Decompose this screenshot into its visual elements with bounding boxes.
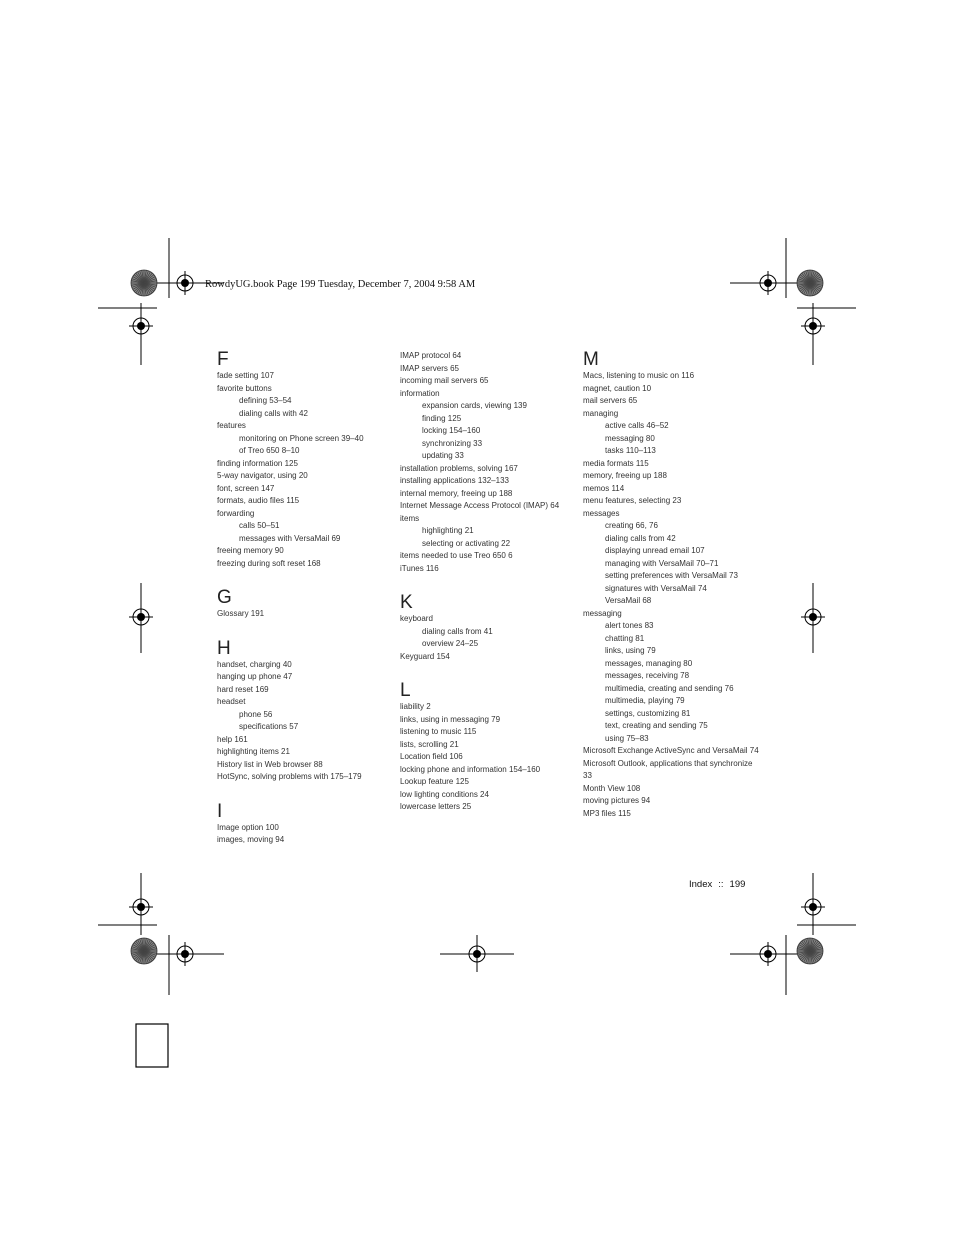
index-subentry: messaging 80 — [605, 433, 655, 443]
index-subentry: dialing calls with 42 — [239, 408, 308, 418]
index-subentry: setting preferences with VersaMail 73 — [605, 571, 738, 580]
index-entry: mail servers 65 — [583, 396, 638, 405]
color-rosette — [131, 270, 157, 296]
index-column-3 — [583, 350, 763, 820]
index-subentry: locking 154–160 — [422, 426, 481, 435]
color-rosette — [131, 938, 157, 964]
index-subentry: messages, managing 80 — [605, 658, 693, 668]
index-entry: installation problems, solving 167 — [400, 463, 518, 473]
index-subentry: signatures with VersaMail 74 — [605, 583, 707, 593]
index-subentry: finding 125 — [422, 413, 462, 423]
index-subentry: creating 66, 76 — [605, 521, 658, 530]
index-subentry: expansion cards, viewing 139 — [422, 401, 527, 410]
index-entry: IMAP protocol 64 — [400, 351, 462, 360]
index-entry: History list in Web browser 88 — [217, 759, 323, 769]
index-subentry: VersaMail 68 — [605, 596, 652, 605]
registration-target — [173, 271, 197, 295]
index-letter-heading: I — [217, 800, 223, 822]
index-column-2 — [400, 350, 580, 814]
registration-target — [465, 942, 489, 966]
index-entry: Keyguard 154 — [400, 651, 450, 661]
index-subentry: multimedia, playing 79 — [605, 696, 685, 705]
index-entry: freeing memory 90 — [217, 546, 284, 555]
index-subentry: highlighting 21 — [422, 526, 474, 535]
index-subentry: chatting 81 — [605, 633, 645, 643]
index-entry: memory, freeing up 188 — [583, 471, 667, 480]
index-entry: memos 114 — [583, 483, 625, 493]
registration-target — [756, 271, 780, 295]
index-entry: fade setting 107 — [217, 371, 274, 380]
index-subentry: active calls 46–52 — [605, 421, 669, 430]
index-entry: listening to music 115 — [400, 727, 477, 736]
index-subentry: overview 24–25 — [422, 639, 479, 648]
index-entry: font, screen 147 — [217, 483, 275, 493]
index-entry: Glossary 191 — [217, 609, 265, 618]
registration-target — [801, 605, 825, 629]
index-letter-heading: F — [217, 349, 229, 370]
index-column-1 — [217, 350, 397, 847]
index-entry: lowercase letters 25 — [400, 802, 472, 811]
index-entry: handset, charging 40 — [217, 659, 292, 669]
index-entry: IMAP servers 65 — [400, 363, 459, 373]
index-entry: formats, audio files 115 — [217, 496, 300, 505]
index-entry: highlighting items 21 — [217, 747, 290, 756]
index-entry: headset — [217, 697, 246, 706]
index-entry: managing — [583, 408, 619, 418]
index-entry: iTunes 116 — [400, 563, 439, 573]
index-entry: hard reset 169 — [217, 684, 269, 694]
index-subentry: text, creating and sending 75 — [605, 721, 708, 730]
index-entry: liability 2 — [400, 702, 431, 711]
index-letter-heading: M — [583, 349, 599, 370]
index-subentry: dialing calls from 42 — [605, 533, 676, 543]
index-entry: messaging — [583, 608, 622, 618]
index-entry: messages — [583, 508, 620, 518]
index-entry: Microsoft Outlook, applications that synchronize 33 — [583, 758, 753, 780]
index-entry: incoming mail servers 65 — [400, 376, 489, 385]
page-number: 199 — [729, 879, 746, 890]
index-entry: forwarding — [217, 508, 255, 518]
index-entry: 5-way navigator, using 20 — [217, 471, 308, 480]
index-entry: lists, scrolling 21 — [400, 739, 459, 749]
color-rosette — [797, 270, 823, 296]
registration-target — [129, 895, 153, 919]
index-entry: Macs, listening to music on 116 — [583, 371, 695, 380]
index-subentry: alert tones 83 — [605, 621, 654, 630]
index-entry: items needed to use Treo 650 6 — [400, 551, 513, 560]
index-entry: Lookup feature 125 — [400, 777, 469, 786]
index-entry: links, using in messaging 79 — [400, 714, 501, 724]
registration-target — [129, 314, 153, 338]
index-subentry: selecting or activating 22 — [422, 538, 511, 548]
running-header: RowdyUG.book Page 199 Tuesday, December 7, 2004 9:58 AM — [205, 279, 476, 290]
index-entry: freezing during soft reset 168 — [217, 558, 321, 568]
index-entry: installing applications 132–133 — [400, 476, 509, 485]
index-subentry: defining 53–54 — [239, 396, 292, 405]
index-subentry: phone 56 — [239, 709, 273, 719]
index-letter-heading: L — [400, 680, 411, 701]
footer-section-label: Index — [689, 879, 713, 890]
index-entry: MP3 files 115 — [583, 808, 631, 818]
index-letter-heading: K — [400, 592, 413, 613]
index-entry: magnet, caution 10 — [583, 383, 652, 393]
index-entry: features — [217, 421, 246, 430]
color-rosette — [797, 938, 823, 964]
index-entry: Location field 106 — [400, 752, 463, 761]
index-subentry: messages, receiving 78 — [605, 671, 690, 680]
index-subentry: messages with VersaMail 69 — [239, 533, 341, 543]
index-subentry: dialing calls from 41 — [422, 626, 493, 636]
index-subentry: synchronizing 33 — [422, 438, 483, 448]
index-subentry: displaying unread email 107 — [605, 546, 705, 555]
footer-separator: :: — [718, 879, 724, 890]
index-entry: help 161 — [217, 734, 248, 744]
index-entry: favorite buttons — [217, 383, 272, 393]
index-entry: locking phone and information 154–160 — [400, 764, 541, 774]
index-entry: moving pictures 94 — [583, 796, 651, 805]
registration-target — [756, 942, 780, 966]
index-subentry: tasks 110–113 — [605, 446, 656, 455]
index-entry: Internet Message Access Protocol (IMAP) 64 — [400, 501, 560, 510]
registration-target — [129, 605, 153, 629]
index-entry: menu features, selecting 23 — [583, 496, 682, 505]
index-letter-heading: G — [217, 587, 232, 608]
index-entry: Image option 100 — [217, 822, 279, 832]
index-entry: information — [400, 388, 440, 398]
registration-target — [801, 314, 825, 338]
index-subentry: calls 50–51 — [239, 521, 280, 530]
index-entry: Month View 108 — [583, 783, 641, 793]
index-entry: finding information 125 — [217, 458, 298, 468]
index-entry: hanging up phone 47 — [217, 672, 293, 681]
index-entry: HotSync, solving problems with 175–179 — [217, 772, 362, 781]
index-entry: internal memory, freeing up 188 — [400, 488, 513, 498]
index-subentry: using 75–83 — [605, 733, 649, 743]
registration-target — [801, 895, 825, 919]
index-entry: items — [400, 513, 420, 523]
index-entry: low lighting conditions 24 — [400, 789, 489, 799]
index-subentry: of Treo 650 8–10 — [239, 446, 300, 455]
index-subentry: monitoring on Phone screen 39–40 — [239, 433, 364, 443]
registration-target — [173, 942, 197, 966]
index-entry: keyboard — [400, 614, 433, 623]
index-subentry: updating 33 — [422, 451, 464, 460]
index-subentry: settings, customizing 81 — [605, 708, 691, 718]
index-subentry: links, using 79 — [605, 646, 656, 655]
index-subentry: specifications 57 — [239, 722, 299, 731]
index-subentry: multimedia, creating and sending 76 — [605, 683, 734, 693]
index-entry: media formats 115 — [583, 458, 649, 468]
index-entry: images, moving 94 — [217, 835, 285, 844]
index-subentry: managing with VersaMail 70–71 — [605, 558, 719, 568]
index-letter-heading: H — [217, 637, 231, 659]
page-footer — [689, 879, 745, 890]
index-entry: Microsoft Exchange ActiveSync and VersaMail 74 — [583, 746, 759, 755]
